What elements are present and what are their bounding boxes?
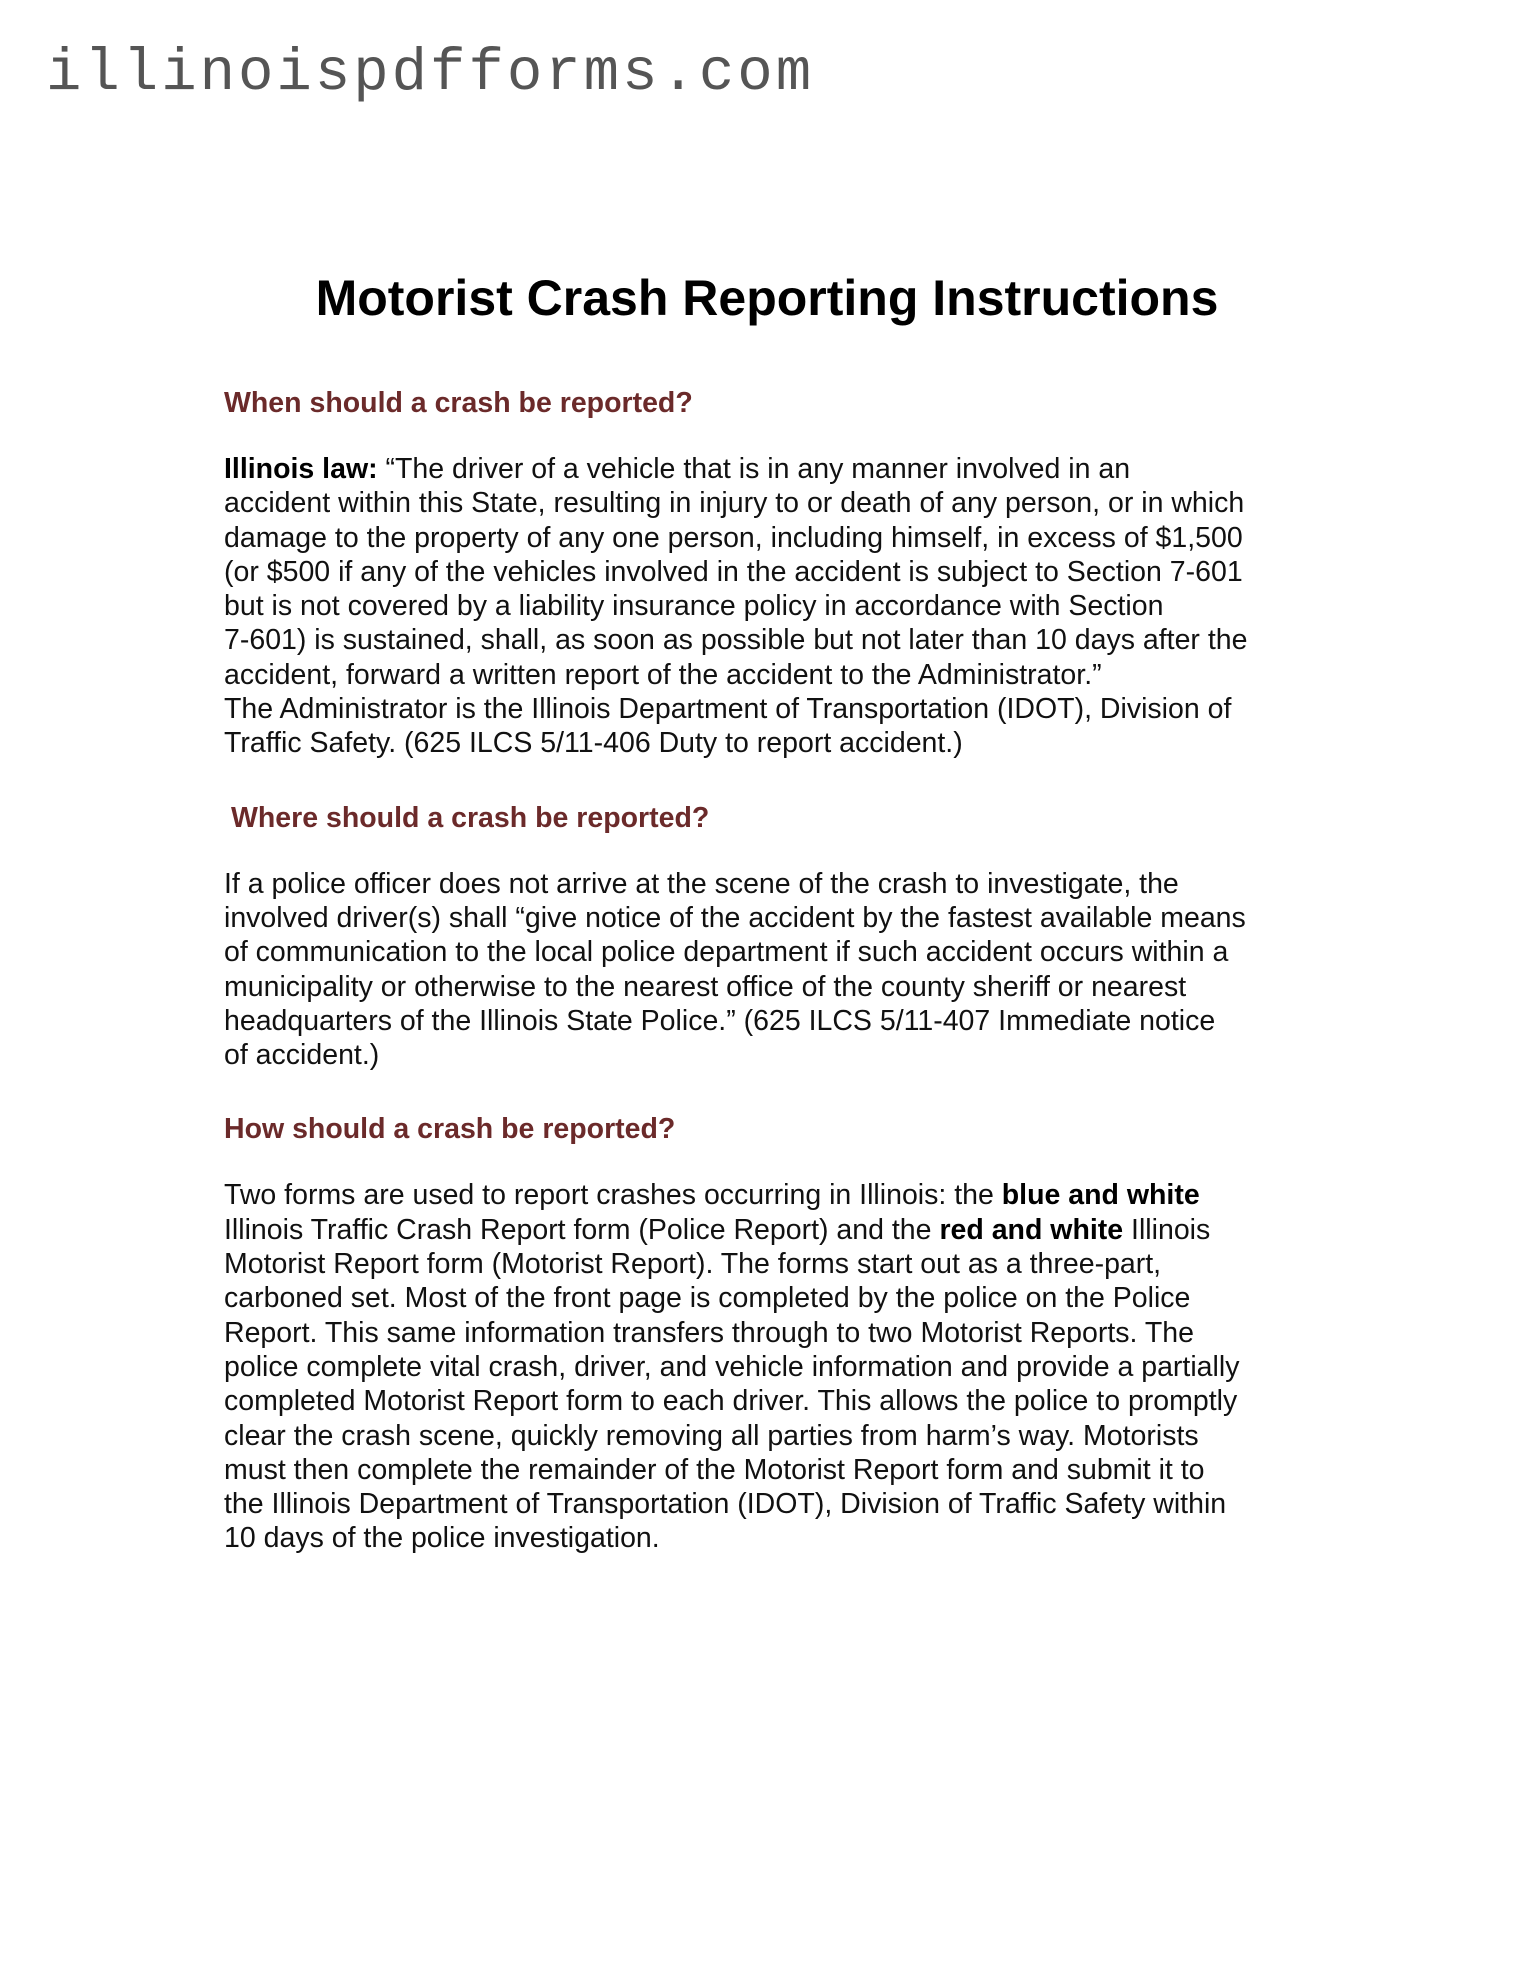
how-text-part1: Two forms are used to report crashes occurring in Illinois: the	[224, 1179, 1002, 1212]
illinois-law-text: “The driver of a vehicle that is in any manner involved in an accident within this State, resulting in injury to or death of any person, or in which damage to the property of any one person, including himself, in excess of $1,500 (or $500 if any of the vehicles involved in the accident is subject to Section 7-601 but is not covered by a liability insurance policy in accordance with Section 7-601) is sustained, shall, as soon as possible but not later than 10 days after the accident, forward a written report of the accident to the Administrator.” The Administrator is the Illinois Department of Transportation (IDOT), Division of Traffic Safety. (625 ILCS 5/11-406 Duty to report accident.)	[224, 453, 1248, 760]
how-text-part3: Illinois Motorist Report form (Motorist Report). The forms start out as a three-part, carboned set. Most of the front page is completed by the police on the Police Report. This same information transfers through to two Motorist Reports. The police complete vital crash, driver, and vehicle information and provide a partially completed Motorist Report form to each driver. This allows the police to promptly clear the crash scene, quickly removing all parties from harm’s way. Motorists must then complete the remainder of the Motorist Report form and submit it to the Illinois Department of Transportation (IDOT), Division of Traffic Safety within 10 days of the police investigation.	[224, 1213, 1240, 1555]
document-body	[224, 384, 1334, 1556]
blue-and-white-label: blue and white	[1001, 1179, 1200, 1212]
section-where	[224, 799, 1334, 1073]
section-body-how	[224, 1178, 1334, 1555]
section-body-where: If a police officer does not arrive at the scene of the crash to investigate, the involved driver(s) shall “give notice of the accident by the fastest available means of communication to the local police department if such accident occurs within a municipality or otherwise to the nearest office of the county sheriff or nearest headquarters of the Illinois State Police.” (625 ILCS 5/11-407 Immediate notice of accident.)	[224, 867, 1246, 1072]
section-heading-when: When should a crash be reported?	[224, 387, 693, 419]
site-watermark: illinoispdfforms.com	[46, 40, 815, 107]
section-heading-where: Where should a crash be reported?	[231, 801, 710, 834]
how-text-part2: Illinois Traffic Crash Report form (Police Report) and the	[224, 1213, 932, 1246]
section-body-when	[224, 452, 1334, 761]
section-how	[224, 1110, 1334, 1555]
page-title: Motorist Crash Reporting Instructions	[315, 270, 1219, 326]
illinois-law-label: Illinois law:	[224, 453, 378, 485]
section-heading-how: How should a crash be reported?	[224, 1113, 676, 1146]
section-when	[224, 384, 1334, 761]
red-and-white-label: red and white	[939, 1213, 1124, 1246]
